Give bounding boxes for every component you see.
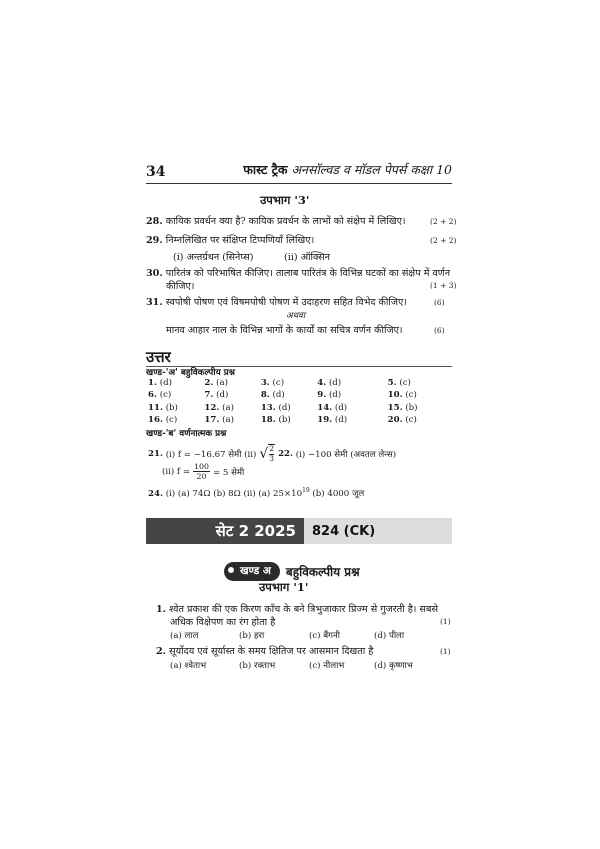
question-29-subparts: (i) अन्तर्ग्रथन (सिनेप्स) (ii) ऑक्सिन — [173, 252, 330, 263]
answers-heading: उत्तर — [146, 348, 171, 366]
mcq-question-2-marks: (1) — [440, 647, 451, 656]
mcq-answer-row: 11. (b) 12. (a) 13. (d) 14. (d) 15. (b) — [148, 402, 418, 413]
page-number: 34 — [146, 164, 166, 180]
question-28-marks: (2 + 2) — [430, 217, 457, 226]
question-31-alt-marks: (6) — [434, 326, 445, 335]
mcq-question-1-marks: (1) — [440, 617, 451, 626]
option-a: (a) श्वेताभ — [170, 661, 207, 671]
section-badge — [224, 562, 360, 581]
square-root: √ 2 3 — [259, 444, 275, 463]
mcq-answer-row: 1. (d) 2. (a) 3. (c) 4. (d) 5. (c) — [148, 378, 411, 388]
or-separator: अथवा — [286, 311, 306, 321]
running-header — [243, 161, 452, 178]
option-b: (b) रक्ताभ — [239, 661, 276, 671]
mcq-question-2: 2. सूर्योदय एवं सूर्यास्त के समय क्षितिज पर आसमान दिखता है — [156, 646, 374, 657]
section-a-answers-heading: खण्ड-'अ' बहुविकल्पीय प्रश्न — [146, 368, 235, 378]
mcq-answer-grid — [148, 378, 444, 428]
question-30-marks: (1 + 3) — [430, 281, 457, 290]
set-label: सेट 2 2025 — [146, 518, 304, 544]
set-banner — [146, 518, 452, 544]
section-title: बहुविकल्पीय प्रश्न — [285, 565, 360, 579]
header-rule — [146, 183, 452, 184]
option-c: (c) नीलाभ — [309, 661, 345, 671]
section-b-answers-heading: खण्ड-'ब' वर्णनात्मक प्रश्न — [146, 429, 227, 439]
option-a: (a) लाल — [170, 631, 199, 641]
question-31-marks: (6) — [434, 298, 445, 307]
running-header-italic: अनसॉल्वड व मॉडल पेपर्स कक्षा 10 — [291, 162, 452, 177]
question-30: 30. पारितंत्र को परिभाषित कीजिए। तालाब पारितंत्र के विभिन्न घटकों का संक्षेप में वर्णन — [146, 268, 451, 279]
bullet-icon — [228, 567, 234, 573]
section-pill: खण्ड अ — [224, 562, 280, 581]
option-d: (d) पीला — [374, 631, 405, 641]
question-28: 28. कायिक प्रवर्धन क्या है? कायिक प्रवर्धन के लाभों को संक्षेप में लिखिए। — [146, 216, 406, 227]
question-29-marks: (2 + 2) — [430, 236, 457, 245]
mcq-question-1: 1. श्वेत प्रकाश की एक किरण काँच के बने त्रिभुजाकार प्रिज्म से गुजरती है। सबसे — [156, 604, 438, 615]
question-31-alternative: मानव आहार नाल के विभिन्न भागों के कार्यों का सचित्र वर्णन कीजिए। — [166, 325, 403, 336]
set-code: 824 (CK) — [304, 518, 452, 544]
answer-22-ii: (ii) f = $\frac{100}{20}$ = 5 सेमी — [162, 462, 245, 481]
mcq-answer-row: 6. (c) 7. (d) 8. (d) 9. (d) 10. (c) — [148, 390, 417, 401]
option-d: (d) कृष्णाभ — [374, 661, 413, 671]
question-29: 29. निम्नलिखित पर संक्षिप्त टिप्पणियाँ लिखिए। — [146, 235, 315, 246]
subsection-heading-bottom: उपभाग '1' — [259, 580, 309, 594]
running-header-bold: फास्ट ट्रैक — [243, 162, 288, 177]
answer-21-22: 21. (i) f = −16.67 सेमी (ii) √ 2 3 22. (i) −100 सेमी (अवतल लेन्स) — [148, 444, 397, 463]
question-31: 31. स्वपोषी पोषण एवं विषमपोषी पोषण में उदाहरण सहित विभेद कीजिए। — [146, 297, 407, 308]
fraction: $\frac{100}{20}$ — [194, 462, 209, 481]
subsection-heading: उपभाग '3' — [260, 193, 310, 207]
option-b: (b) हरा — [239, 631, 265, 641]
mcq-question-1-line2: अधिक विक्षेपण का रंग होता है — [170, 617, 276, 628]
mcq-answer-row: 16. (c) 17. (a) 18. (b) 19. (d) 20. (c) — [148, 415, 417, 426]
answer-24: 24. (i) (a) 74Ω (b) 8Ω (ii) (a) $25\times 10^{19}$ (b) 4000 जूल — [148, 487, 365, 499]
question-30-continued: कीजिए। — [166, 281, 195, 292]
option-c: (c) बैंगनी — [309, 631, 340, 641]
